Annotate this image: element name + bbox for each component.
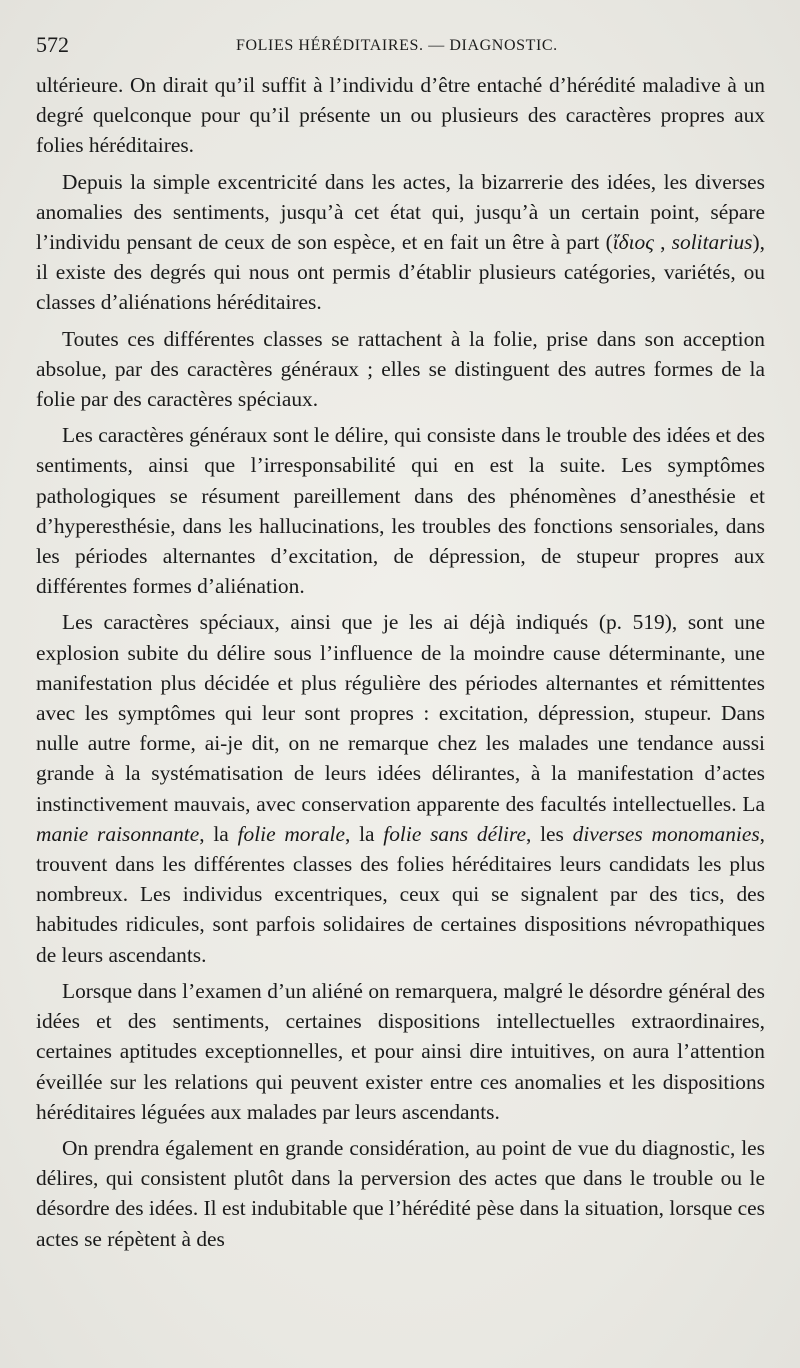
term-diverses-monomanies: diverses monomanies: [572, 821, 760, 846]
page-body: [36, 70, 765, 1254]
term-folie-sans-delire: folie sans délire: [383, 821, 526, 846]
paragraph-5-text-d: , les: [526, 821, 573, 846]
paragraph-5-text-a: Les caractères spéciaux, ainsi que je les ai déjà indiqués (p. 519), sont une explosion subite du délire sous l’influence de la moindre cause déterminante, une manifestation plus décidée et plus régulière des périodes alternantes et rémittentes avec les symptômes qui leur sont propres : excitation, dépression, stupeur. Dans nulle autre forme, ai-je dit, on ne remarque chez les malades une tendance aussi grande à la systématisation de leurs idées délirantes, à la manifestation d’actes instinctivement mauvais, avec conservation apparente des facultés intellectuelles. La: [36, 610, 765, 816]
paragraph-6: [36, 976, 765, 1127]
paragraph-2-text-c: ), il existe des degrés qui nous ont permis d’établir plusieurs catégories, variétés, ou classes d’aliénations héréditaires.: [36, 230, 765, 315]
paragraph-4: [36, 420, 765, 601]
paragraph-2-text-b: ,: [653, 230, 672, 255]
paragraph-3-text: Toutes ces différentes classes se rattachent à la folie, prise dans son acception absolue, par des caractères généraux ; elles se distinguent des autres formes de la folie par des caractères spéciaux.: [36, 326, 765, 412]
paragraph-2: [36, 167, 765, 318]
running-title: FOLIES HÉRÉDITAIRES. — DIAGNOSTIC.: [236, 37, 558, 54]
page-header: [36, 32, 764, 60]
term-folie-morale: folie morale: [237, 821, 345, 846]
paragraph-7: [36, 1133, 765, 1254]
paragraph-4-text: Les caractères généraux sont le délire, qui consiste dans le trouble des idées et des sentiments, ainsi que l’irresponsabilité qui en est la suite. Les symptômes pathologiques se résument pareillement dans des phénomènes d’anesthésie et d’hyperesthésie, dans les hallucinations, les troubles des fonctions sensoriales, dans les périodes alternantes d’excitation, de dépression, de stupeur propres aux différentes formes d’aliénation.: [36, 423, 765, 599]
paragraph-1-text: ultérieure. On dirait qu’il suffit à l’individu d’être entaché d’hérédité maladive à un degré quelconque pour qu’il présente un ou plusieurs des caractères propres aux folies héréditaires.: [36, 73, 765, 158]
paragraph-6-text: Lorsque dans l’examen d’un aliéné on remarquera, malgré le désordre général des idées et des sentiments, certaines dispositions intellectuelles extraordinaires, certaines aptitudes exceptionnelles, et pour ainsi dire intuitives, on aura l’attention éveillée sur les relations qui peuvent exister entre ces anomalies et les dispositions héréditaires léguées aux malades par leurs ascendants.: [36, 978, 765, 1124]
term-manie-raisonnante: manie raisonnante: [36, 821, 200, 846]
latin-term: solitarius: [671, 230, 753, 255]
greek-word: ἴδιος: [612, 230, 654, 255]
paragraph-5-text-e: , trouvent dans les différentes classes des folies héréditaires leurs candidats les plus nombreux. Les individus excentriques, ceux qui se signalent par des tics, des habitudes ridicules, sont parfois solidaires de certaines dispositions névropathiques de leurs ascendants.: [36, 821, 766, 967]
paragraph-1: [36, 70, 765, 161]
page-number: 572: [36, 32, 69, 57]
paragraph-5: [36, 607, 765, 969]
paragraph-5-text-c: , la: [344, 821, 384, 846]
paragraph-7-text: On prendra également en grande considération, au point de vue du diagnostic, les délires, qui consistent plutôt dans la perversion des actes que dans le trouble ou le désordre des idées. Il est indubitable que l’hérédité pèse dans la situation, lorsque ces actes se répètent à des: [36, 1135, 765, 1251]
paragraph-2-text-a: Depuis la simple excentricité dans les actes, la bizarrerie des idées, les diverses anomalies des sentiments, jusqu’à cet état qui, jusqu’à un certain point, sépare l’individu pensant de ceux de son espèce, et en fait un être à part (: [36, 169, 765, 255]
paragraph-5-text-b: , la: [199, 821, 238, 846]
paragraph-3: [36, 324, 765, 415]
